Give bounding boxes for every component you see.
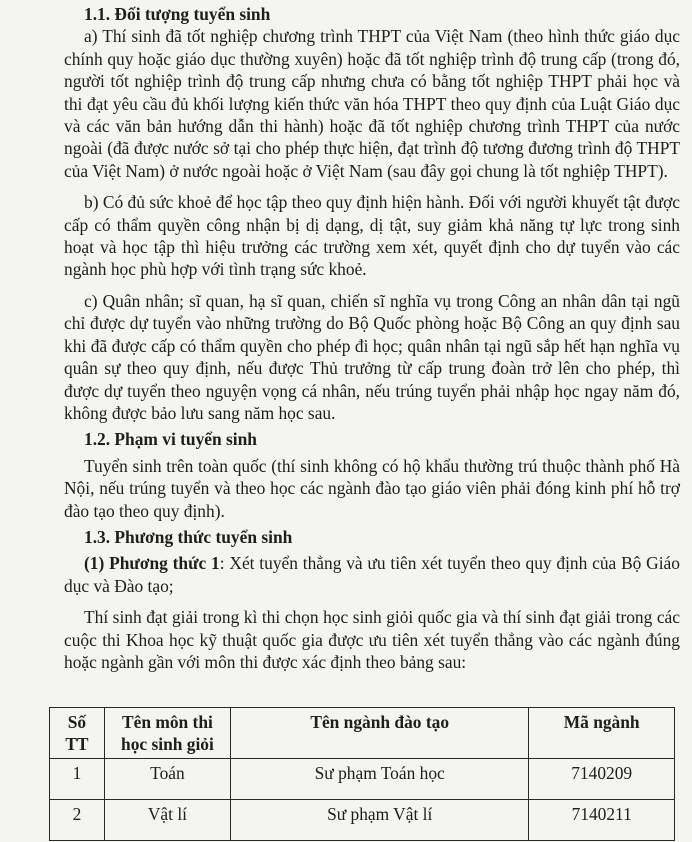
paragraph-a: a) Thí sinh đã tốt nghiệp chương trình THPT của Việt Nam (theo hình thức giáo dục chính quy hoặc giáo dục thường xuyên) hoặc đã tốt nghiệp trình độ trung cấp (trong đó, người tốt nghiệp trình độ trung cấp nhưng chưa có bằng tốt nghiệp THPT phải học và thi đạt yêu cầu đủ khối lượng kiến thức văn hóa THPT theo quy định của Luật Giáo dục và các văn bản hướng dẫn thi hành) hoặc đã tốt nghiệp chương trình THPT của nước ngoài (đã được nước sở tại cho phép thực hiện, đạt trình độ tương đương trình độ THPT của Việt Nam) ở nước ngoài hoặc ở Việt Nam (sau đây gọi chung là tốt nghiệp THPT). [64,26,680,181]
paragraph-b: b) Có đủ sức khoẻ để học tập theo quy định hiện hành. Đối với người khuyết tật được cấp có thẩm quyền công nhận bị dị dạng, dị tật, suy giảm khả năng tự lực trong sinh hoạt và học tập thì hiệu trưởng các trường xem xét, quyết định cho dự tuyển vào các ngành học phù hợp với tình trạng sức khoẻ. [64,192,680,280]
section-heading-1-2: 1.2. Phạm vi tuyển sinh [84,429,257,450]
table-row [50,759,675,800]
cell-subject: Vật lí [104,800,230,841]
cell-stt: 2 [50,800,105,841]
header-subject: Tên môn thi học sinh giỏi [104,708,230,759]
cell-code: 7140211 [529,800,675,841]
method-1-text: : Xét tuyển thẳng và ưu tiên xét tuyển theo quy định của Bộ Giáo dục và Đào tạo; [64,553,680,596]
header-major: Tên ngành đào tạo [231,708,529,759]
cell-major: Sư phạm Vật lí [231,800,529,841]
method-1-label: (1) Phương thức 1 [84,553,220,574]
paragraph-method-1 [64,552,680,597]
header-code: Mã ngành [529,708,675,759]
cell-code: 7140209 [529,759,675,800]
header-stt: Số TT [50,708,105,759]
cell-major: Sư phạm Toán học [231,759,529,800]
section-heading-1-1: 1.1. Đối tượng tuyển sinh [84,4,271,24]
paragraph-priority: Thí sinh đạt giải trong kì thi chọn học sinh giỏi quốc gia và thí sinh đạt giải trong các cuộc thi Khoa học kỹ thuật quốc gia được ưu tiên xét tuyển thẳng vào các ngành đúng hoặc ngành gần với môn thi được xác định theo bảng sau: [64,607,680,672]
table-header-row [50,708,675,759]
paragraph-c: c) Quân nhân; sĩ quan, hạ sĩ quan, chiến sĩ nghĩa vụ trong Công an nhân dân tại ngũ chỉ được dự tuyển vào những trường do Bộ Quốc phòng hoặc Bộ Công an quy định sau khi đã được cấp có thẩm quyền cho phép đi học; quân nhân tại ngũ sắp hết hạn nghĩa vụ quân sự theo quy định, nếu được Thủ trưởng từ cấp trung đoàn trở lên cho phép, thì được dự tuyển theo nguyện vọng cá nhân, nếu trúng tuyển phải nhập học ngay năm đó, không được bảo lưu sang năm học sau. [64,290,680,423]
cell-stt: 1 [50,759,105,800]
section-heading-1-3: 1.3. Phương thức tuyển sinh [84,526,293,547]
document-body [64,3,680,673]
table-row [50,800,675,841]
paragraph-scope: Tuyển sinh trên toàn quốc (thí sinh không có hộ khẩu thường trú thuộc thành phố Hà Nội, nếu trúng tuyển và theo học các ngành đào tạo giáo viên phải đóng kinh phí hỗ trợ đào tạo theo quy định). [64,455,680,521]
cell-subject: Toán [104,759,230,800]
majors-table [49,707,675,841]
